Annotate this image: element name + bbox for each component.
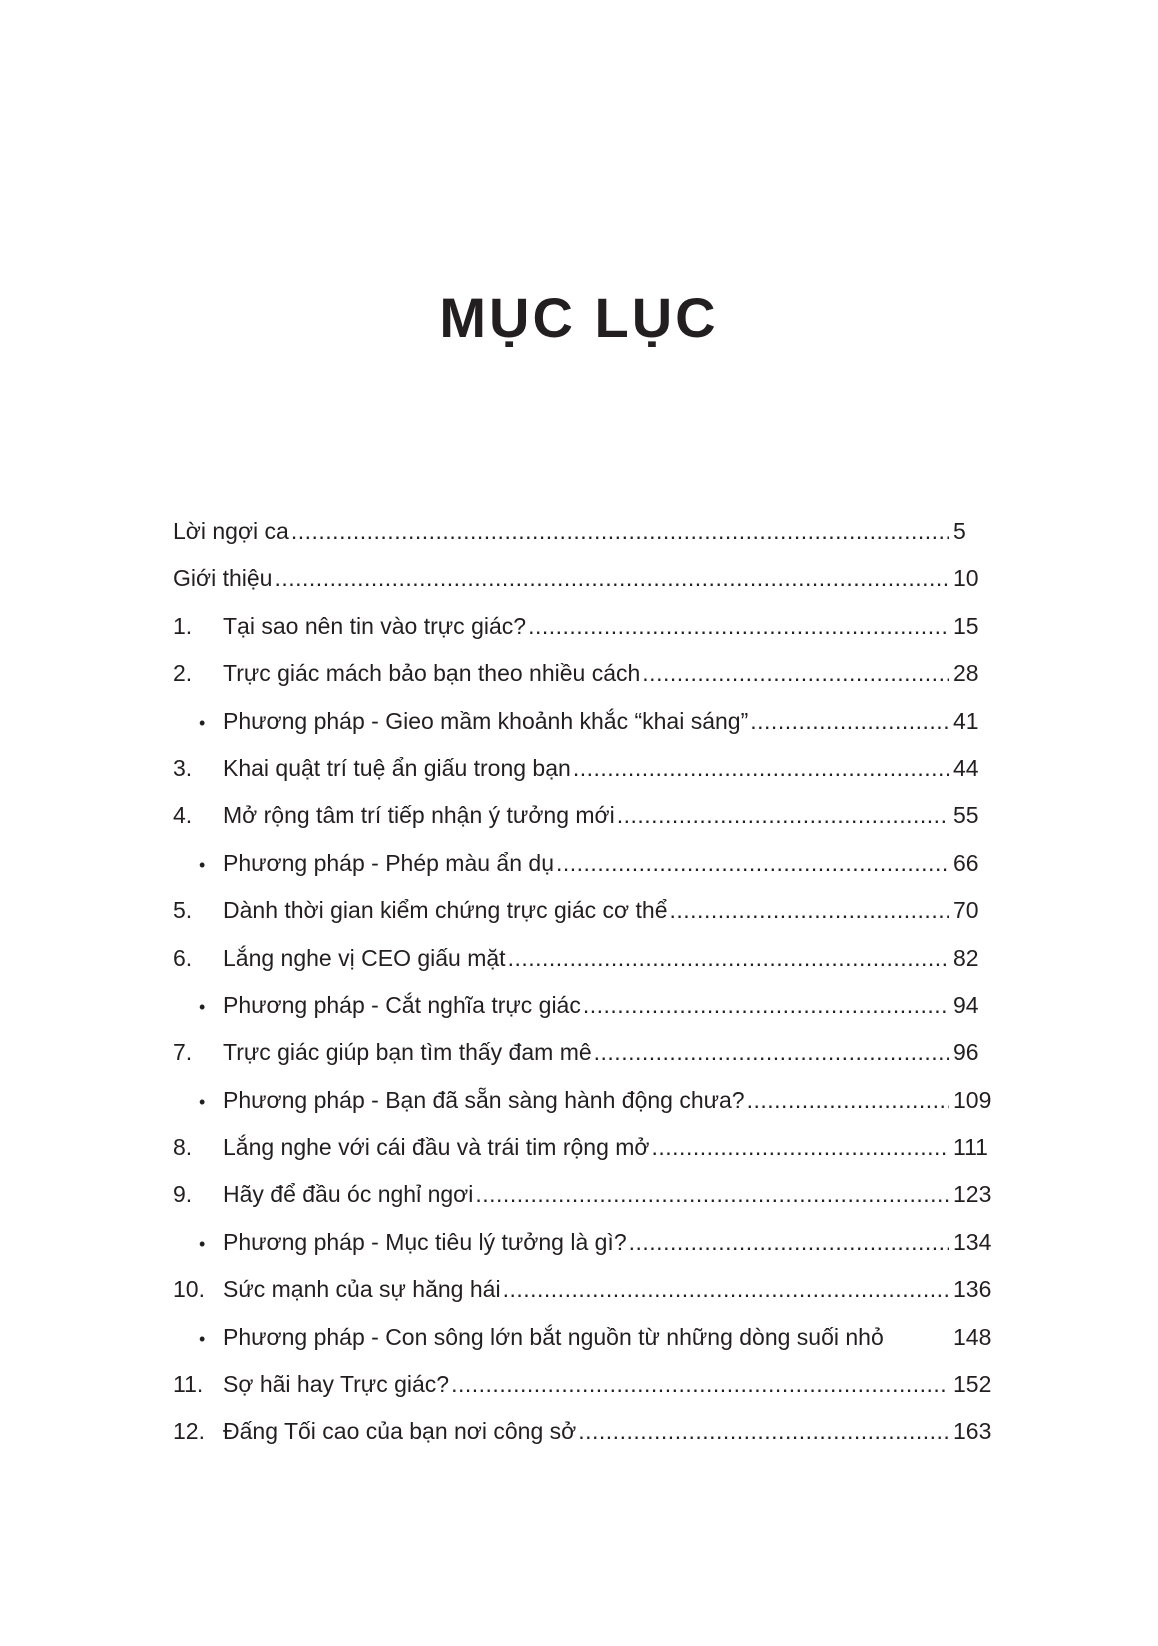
toc-entry-label: Phương pháp - Mục tiêu lý tưởng là gì? [223, 1228, 627, 1255]
dot-leader [573, 753, 949, 783]
toc-method-entry [173, 990, 995, 1037]
toc-method-entry [173, 1085, 995, 1132]
toc-entry-page: 70 [953, 897, 979, 924]
chapter-number: 1. [173, 612, 193, 639]
bullet-icon: • [199, 996, 206, 1017]
toc-entry-page: 10 [953, 565, 979, 592]
dot-leader [670, 895, 950, 925]
toc-entry-label: Mở rộng tâm trí tiếp nhận ý tưởng mới [223, 802, 615, 829]
dot-leader [583, 990, 949, 1020]
dot-leader [508, 943, 949, 973]
dot-leader [451, 1369, 949, 1399]
toc-entry [173, 1037, 995, 1084]
dot-leader [617, 800, 949, 830]
toc-entry-label: Lắng nghe vị CEO giấu mặt [223, 944, 506, 971]
toc-entry-page: 28 [953, 660, 979, 687]
toc-entry-label: Phương pháp - Cắt nghĩa trực giác [223, 991, 581, 1018]
dot-leader [652, 1132, 950, 1162]
table-of-contents [173, 516, 995, 1464]
chapter-number: 6. [173, 944, 193, 971]
toc-entry-label: Khai quật trí tuệ ẩn giấu trong bạn [223, 754, 571, 781]
dot-leader [750, 706, 949, 736]
toc-entry-page: 55 [953, 802, 979, 829]
chapter-number: 10. [173, 1276, 205, 1303]
dot-leader [578, 1416, 949, 1446]
toc-entry [173, 1274, 995, 1321]
toc-entry-page: 109 [953, 1086, 992, 1113]
toc-method-entry [173, 848, 995, 895]
dot-leader [291, 516, 949, 546]
toc-entry-label: Sức mạnh của sự hăng hái [223, 1276, 501, 1303]
toc-entry-page: 15 [953, 612, 979, 639]
toc-entry-label: Phương pháp - Phép màu ẩn dụ [223, 849, 554, 876]
toc-entry-page: 94 [953, 991, 979, 1018]
toc-entry-label: Phương pháp - Bạn đã sẵn sàng hành động chưa? [223, 1086, 745, 1113]
toc-entry-label: Giới thiệu [173, 565, 273, 592]
toc-entry-page: 82 [953, 944, 979, 971]
bullet-icon: • [199, 854, 206, 875]
chapter-number: 2. [173, 660, 193, 687]
chapter-number: 3. [173, 754, 193, 781]
toc-method-entry [173, 1322, 995, 1369]
dot-leader [274, 563, 949, 593]
chapter-number: 4. [173, 802, 193, 829]
toc-entry-page: 134 [953, 1228, 992, 1255]
bullet-icon: • [199, 1233, 206, 1254]
dot-leader [528, 611, 949, 641]
toc-entry-page: 41 [953, 707, 979, 734]
toc-entry-label: Đấng Tối cao của bạn nơi công sở [223, 1418, 577, 1445]
toc-entry-page: 163 [953, 1418, 992, 1445]
toc-method-entry [173, 706, 995, 753]
toc-entry [173, 658, 995, 705]
toc-entry-label: Sợ hãi hay Trực giác? [223, 1371, 450, 1398]
chapter-number: 11. [173, 1371, 204, 1398]
toc-entry [173, 753, 995, 800]
toc-method-entry [173, 1227, 995, 1274]
toc-entry [173, 800, 995, 847]
toc-entry [173, 1179, 995, 1226]
toc-entry-page: 66 [953, 849, 979, 876]
dot-leader [642, 658, 949, 688]
toc-entry-label: Lắng nghe với cái đầu và trái tim rộng mở [223, 1134, 650, 1161]
chapter-number: 7. [173, 1039, 193, 1066]
toc-entry [173, 611, 995, 658]
toc-entry-page: 111 [953, 1134, 988, 1161]
dot-leader [594, 1037, 949, 1067]
dot-leader [629, 1227, 949, 1257]
toc-entry-page: 123 [953, 1181, 992, 1208]
toc-entry [173, 516, 995, 563]
toc-entry-label: Trực giác giúp bạn tìm thấy đam mê [223, 1039, 592, 1066]
toc-entry-label: Hãy để đầu óc nghỉ ngơi [223, 1181, 474, 1208]
dot-leader [503, 1274, 949, 1304]
dot-leader [747, 1085, 949, 1115]
toc-entry-label: Tại sao nên tin vào trực giác? [223, 612, 527, 639]
dot-leader [475, 1179, 949, 1209]
chapter-number: 9. [173, 1181, 193, 1208]
toc-entry-page: 96 [953, 1039, 979, 1066]
toc-entry-page: 152 [953, 1371, 992, 1398]
toc-entry [173, 1369, 995, 1416]
toc-entry-label: Phương pháp - Con sông lớn bắt nguồn từ những dòng suối nhỏ [223, 1323, 884, 1350]
bullet-icon: • [199, 712, 206, 733]
toc-entry-page: 5 [953, 518, 966, 544]
toc-entry-page: 44 [953, 754, 979, 781]
toc-entry-label: Trực giác mách bảo bạn theo nhiều cách [223, 660, 641, 687]
bullet-icon: • [199, 1091, 206, 1112]
toc-entry-page: 136 [953, 1276, 992, 1303]
toc-entry-label: Phương pháp - Gieo mầm khoảnh khắc “khai sáng” [223, 707, 749, 734]
bullet-icon: • [199, 1328, 206, 1349]
toc-entry [173, 1416, 995, 1463]
chapter-number: 8. [173, 1134, 193, 1161]
page-title: MỤC LỤC [439, 286, 719, 349]
chapter-number: 5. [173, 897, 193, 924]
chapter-number: 12. [173, 1418, 205, 1445]
toc-entry-label: Dành thời gian kiểm chứng trực giác cơ thể [223, 897, 668, 924]
dot-leader [556, 848, 949, 878]
toc-entry [173, 1132, 995, 1179]
toc-entry [173, 895, 995, 942]
toc-entry [173, 563, 995, 610]
toc-entry [173, 943, 995, 990]
toc-entry-label: Lời ngợi ca [173, 518, 289, 544]
toc-entry-page: 148 [953, 1323, 992, 1350]
